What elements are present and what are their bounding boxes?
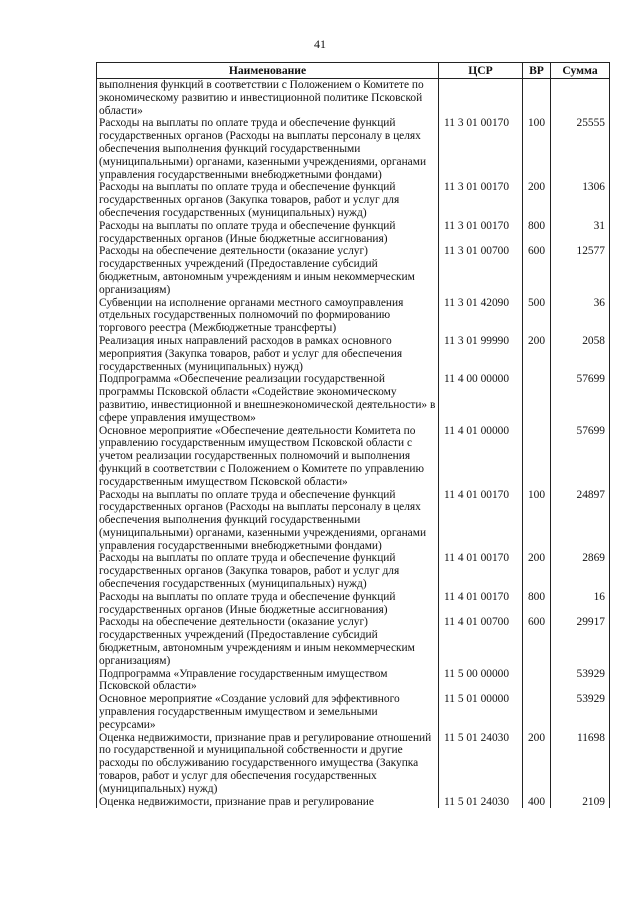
- budget-table: [96, 62, 610, 808]
- row-vr: 100: [523, 117, 551, 181]
- row-sum: 57699: [551, 373, 610, 424]
- row-vr: 100: [523, 489, 551, 553]
- row-sum: 16: [551, 591, 610, 617]
- table-row: [97, 245, 610, 296]
- row-vr: 200: [523, 732, 551, 796]
- row-csr: 11 4 00 00000: [439, 373, 523, 424]
- row-vr: [523, 425, 551, 489]
- row-csr: 11 4 01 00000: [439, 425, 523, 489]
- row-sum: 53929: [551, 693, 610, 731]
- row-sum: 53929: [551, 668, 610, 694]
- row-sum: 29917: [551, 616, 610, 667]
- row-name: Субвенции на исполнение органами местного самоуправления отдельных государственных полномочий по формированию торгового реестра (Межбюджетные трансферты): [97, 297, 439, 335]
- table-row: [97, 489, 610, 553]
- row-sum: [551, 79, 610, 118]
- row-csr: 11 4 01 00170: [439, 591, 523, 617]
- row-csr: 11 3 01 00700: [439, 245, 523, 296]
- row-csr: [439, 79, 523, 118]
- row-sum: 31: [551, 220, 610, 246]
- row-csr: 11 3 01 99990: [439, 335, 523, 373]
- row-name: Расходы на выплаты по оплате труда и обеспечение функций государственных органов (Расходы на выплаты персоналу в целях обеспечения выполнения функций государственными (муниципальными) органами, казенными учреждениями, органами управления государственными внебюджетными фондами): [97, 117, 439, 181]
- table-row: [97, 220, 610, 246]
- row-sum: 57699: [551, 425, 610, 489]
- table-row: [97, 373, 610, 424]
- row-vr: [523, 693, 551, 731]
- row-csr: 11 3 01 00170: [439, 117, 523, 181]
- row-sum: 2869: [551, 552, 610, 590]
- table-row: [97, 796, 610, 809]
- row-vr: 600: [523, 616, 551, 667]
- row-sum: 25555: [551, 117, 610, 181]
- table-row: [97, 297, 610, 335]
- table-row: [97, 591, 610, 617]
- row-vr: 200: [523, 552, 551, 590]
- header-sum: Сумма: [551, 63, 610, 79]
- row-csr: 11 5 00 00000: [439, 668, 523, 694]
- row-csr: 11 5 01 24030: [439, 796, 523, 809]
- row-name: Расходы на обеспечение деятельности (оказание услуг) государственных учреждений (Предоставление субсидий бюджетным, автономным учреждениям и иным некоммерческим организациям): [97, 616, 439, 667]
- row-vr: 400: [523, 796, 551, 809]
- row-name: выполнения функций в соответствии с Положением о Комитете по экономическому развитию и инвестиционной политике Псковской области»: [97, 79, 439, 118]
- table-row: [97, 693, 610, 731]
- page-number: 41: [314, 37, 326, 51]
- row-csr: 11 4 01 00170: [439, 552, 523, 590]
- row-sum: 2109: [551, 796, 610, 809]
- table-row: [97, 552, 610, 590]
- row-name: Реализация иных направлений расходов в рамках основного мероприятия (Закупка товаров, работ и услуг для обеспечения государственных (муниципальных) нужд): [97, 335, 439, 373]
- row-name: Расходы на выплаты по оплате труда и обеспечение функций государственных органов (Закупка товаров, работ и услуг для обеспечения государственных (муниципальных) нужд): [97, 552, 439, 590]
- row-sum: 2058: [551, 335, 610, 373]
- row-sum: 36: [551, 297, 610, 335]
- header-vr: ВР: [523, 63, 551, 79]
- row-name: Расходы на выплаты по оплате труда и обеспечение функций государственных органов (Иные бюджетные ассигнования): [97, 220, 439, 246]
- row-vr: [523, 668, 551, 694]
- row-vr: 200: [523, 335, 551, 373]
- row-csr: 11 5 01 24030: [439, 732, 523, 796]
- header-name: Наименование: [97, 63, 439, 79]
- table-row: [97, 616, 610, 667]
- row-vr: 600: [523, 245, 551, 296]
- row-sum: 1306: [551, 181, 610, 219]
- table-row: [97, 668, 610, 694]
- row-csr: 11 3 01 42090: [439, 297, 523, 335]
- table-header-row: [97, 63, 610, 79]
- row-csr: 11 5 01 00000: [439, 693, 523, 731]
- row-name: Расходы на обеспечение деятельности (оказание услуг) государственных учреждений (Предоставление субсидий бюджетным, автономным учреждениям и иным некоммерческим организациям): [97, 245, 439, 296]
- row-csr: 11 3 01 00170: [439, 181, 523, 219]
- row-vr: [523, 79, 551, 118]
- row-sum: 24897: [551, 489, 610, 553]
- row-vr: [523, 373, 551, 424]
- row-csr: 11 3 01 00170: [439, 220, 523, 246]
- row-vr: 800: [523, 220, 551, 246]
- row-name: Подпрограмма «Обеспечение реализации государственной программы Псковской области «Содействие экономическому развитию, инвестиционной и внешнеэкономической деятельности» в сфере управления имуществом»: [97, 373, 439, 424]
- table-row: [97, 79, 610, 118]
- row-name: Основное мероприятие «Обеспечение деятельности Комитета по управлению государственным имуществом Псковской области с учетом реализации государственных полномочий и выполнения функций в соответствии с Положением о Комитете по управлению государственным имуществом Псковской области»: [97, 425, 439, 489]
- table-row: [97, 117, 610, 181]
- row-name: Подпрограмма «Управление государственным имуществом Псковской области»: [97, 668, 439, 694]
- row-sum: 12577: [551, 245, 610, 296]
- row-name: Расходы на выплаты по оплате труда и обеспечение функций государственных органов (Иные бюджетные ассигнования): [97, 591, 439, 617]
- row-csr: 11 4 01 00170: [439, 489, 523, 553]
- row-vr: 500: [523, 297, 551, 335]
- row-name: Основное мероприятие «Создание условий для эффективного управления государственным имуществом и земельными ресурсами»: [97, 693, 439, 731]
- row-csr: 11 4 01 00700: [439, 616, 523, 667]
- row-sum: 11698: [551, 732, 610, 796]
- table-row: [97, 181, 610, 219]
- table-row: [97, 335, 610, 373]
- row-name: Расходы на выплаты по оплате труда и обеспечение функций государственных органов (Расходы на выплаты персоналу в целях обеспечения выполнения функций государственными (муниципальными) органами, казенными учреждениями, органами управления государственными внебюджетными фондами): [97, 489, 439, 553]
- row-vr: 800: [523, 591, 551, 617]
- table-row: [97, 425, 610, 489]
- row-name: Оценка недвижимости, признание прав и регулирование: [97, 796, 439, 809]
- header-csr: ЦСР: [439, 63, 523, 79]
- row-name: Расходы на выплаты по оплате труда и обеспечение функций государственных органов (Закупка товаров, работ и услуг для обеспечения государственных (муниципальных) нужд): [97, 181, 439, 219]
- table-row: [97, 732, 610, 796]
- row-vr: 200: [523, 181, 551, 219]
- row-name: Оценка недвижимости, признание прав и регулирование отношений по государственной и муниципальной собственности и другие расходы по обслуживанию государственного имущества (Закупка товаров, работ и услуг для обеспечения государственных (муниципальных) нужд): [97, 732, 439, 796]
